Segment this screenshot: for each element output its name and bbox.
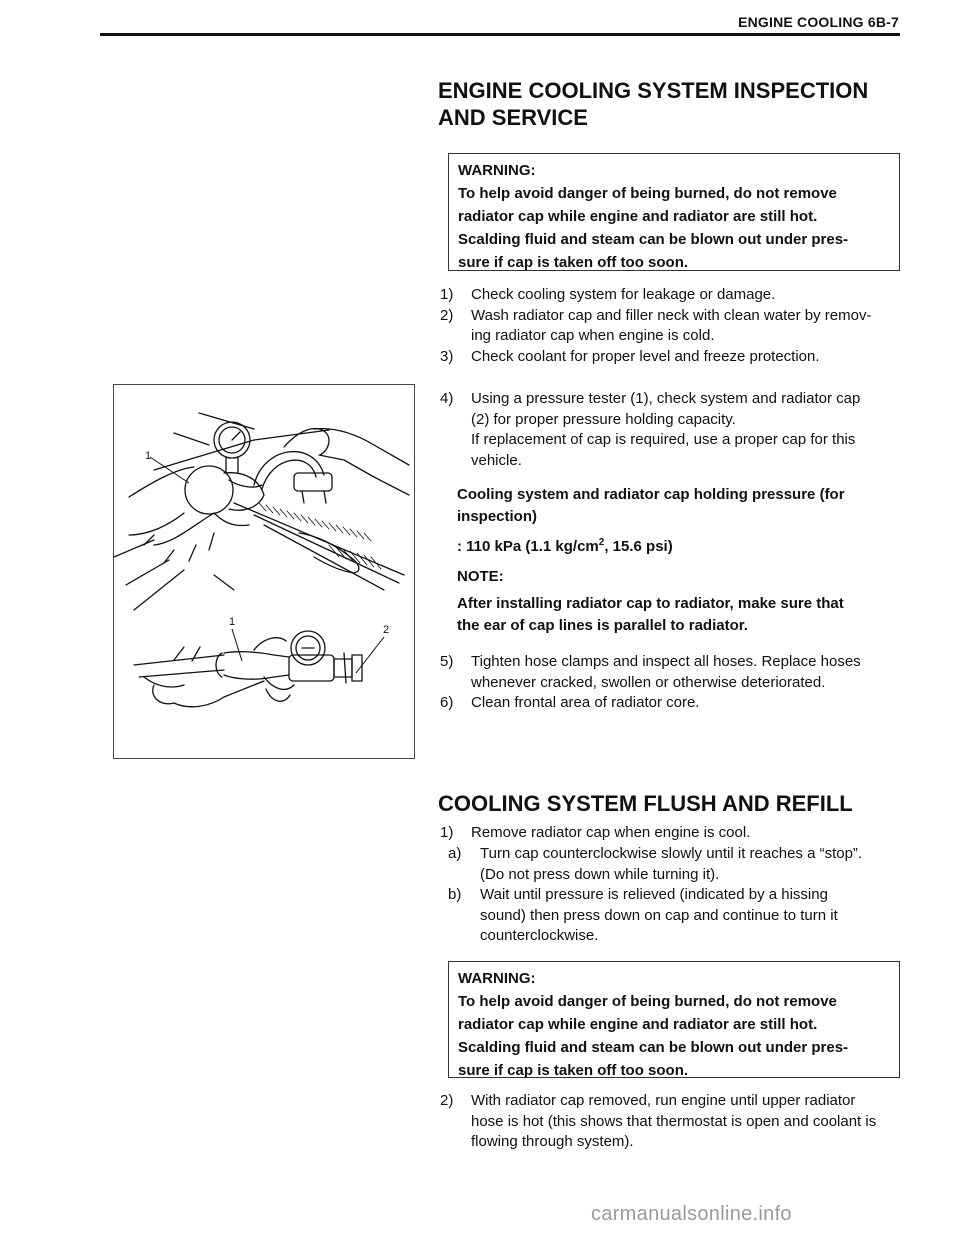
list-item [440,885,900,947]
steps-list-2 [440,652,900,714]
step-number: 4) [440,390,454,407]
warning-label: WARNING: [458,162,536,179]
warning-line: To help avoid danger of being burned, do not remove [458,185,837,202]
section-title-inspection [438,77,868,131]
list-item [440,347,900,368]
step-text-line: ing radiator cap when engine is cold. [471,327,715,344]
step-text-line: whenever cracked, swollen or otherwise deteriorated. [471,673,826,691]
warning-text [458,182,892,274]
step-number: 2) [440,306,454,324]
spec-value-superscript: 2 [598,537,605,548]
step-text-line: Wash radiator cap and filler neck with clean water by remov- [471,306,872,324]
substep-line: counterclockwise. [480,927,599,944]
note-block [457,566,897,637]
step-text: Clean frontal area of radiator core. [471,694,700,711]
flush-step-2 [440,1091,900,1153]
header-title: ENGINE COOLING 6B-7 [738,14,899,30]
spec-value [457,532,897,558]
step-text-line: Tighten hose clamps and inspect all hoses. Replace hoses [471,653,861,670]
steps-list-1 [440,285,900,367]
list-item [440,1091,900,1153]
warning-box-2 [448,961,900,1078]
list-item [440,823,900,844]
warning-line: Scalding fluid and steam can be blown out under pres- [458,231,849,248]
list-item [440,389,900,471]
warning-line: radiator cap while engine and radiator are still hot. [458,1016,818,1033]
figure-label-tester-bottom: 1 [229,616,236,628]
step-text [471,652,900,693]
step-text-line: If replacement of cap is required, use a proper cap for this [471,431,856,448]
flush-substeps [440,844,900,947]
substep-letter: a) [448,845,462,862]
list-item [440,285,900,306]
step-text-line: vehicle. [471,451,522,469]
step-4 [440,389,900,471]
spec-value-text: , 15.6 psi) [604,538,673,555]
spec-line: Cooling system and radiator cap holding pressure (for [457,486,845,503]
note-line: After installing radiator cap to radiator, make sure that [457,595,844,612]
step-text-line: Using a pressure tester (1), check system and radiator cap [471,390,861,407]
warning-label: WARNING: [458,970,536,987]
note-text [457,593,897,637]
step-text: Check coolant for proper level and freeze protection. [471,347,820,365]
warning-box-1 [448,153,900,271]
substep-letter: b) [448,886,462,903]
warning-line: sure if cap is taken off too soon. [458,1062,689,1079]
substep-line: sound) then press down on cap and continue to turn it [480,906,838,924]
warning-line: Scalding fluid and steam can be blown out under pres- [458,1039,849,1056]
warning-line: To help avoid danger of being burned, do not remove [458,993,837,1010]
flush-step-1 [440,823,900,844]
illustration-svg [114,385,414,758]
warning-text [458,990,892,1082]
spec-value-text: : 110 kPa (1.1 kg/cm [457,538,599,555]
section-title-flush: COOLING SYSTEM FLUSH AND REFILL [438,791,853,816]
list-item [440,693,900,714]
substep-line: (Do not press down while turning it). [480,865,720,883]
pressure-tester-illustration [113,384,415,759]
warning-line: sure if cap is taken off too soon. [458,254,689,271]
step-number: 2) [440,1092,454,1109]
substep-line: Turn cap counterclockwise slowly until it reaches a “stop”. [480,845,863,862]
step-number: 6) [440,694,454,711]
figure-label-cap: 2 [383,624,390,636]
step-text-line: (2) for proper pressure holding capacity. [471,410,736,428]
note-line: the ear of cap lines is parallel to radiator. [457,617,748,634]
list-item [440,306,900,347]
step-text-line: With radiator cap removed, run engine until upper radiator [471,1092,856,1109]
section-title-line2: AND SERVICE [438,105,588,130]
step-number: 5) [440,653,454,670]
step-number: 1) [440,286,454,303]
substep-text [480,844,900,885]
list-item [440,652,900,693]
step-text: Remove radiator cap when engine is cool. [471,824,751,841]
step-text: Check cooling system for leakage or damage. [471,286,776,303]
substep-text [480,885,900,947]
pressure-spec [457,484,897,558]
step-text-line: hose is hot (this shows that thermostat is open and coolant is [471,1112,877,1130]
step-text [471,306,900,347]
figure-label-tester-top: 1 [145,450,152,462]
section-title-line1: ENGINE COOLING SYSTEM INSPECTION [438,78,869,103]
warning-line: radiator cap while engine and radiator are still hot. [458,208,818,225]
list-item [440,844,900,885]
header-rule [100,33,900,36]
note-label: NOTE: [457,568,504,585]
watermark: carmanualsonline.info [591,1203,792,1225]
step-number: 3) [440,347,454,365]
step-text [471,389,900,471]
step-text-line: flowing through system). [471,1133,634,1150]
substep-line: Wait until pressure is relieved (indicated by a hissing [480,886,828,903]
step-text [471,1091,900,1153]
spec-line: inspection) [457,508,538,525]
step-number: 1) [440,824,454,841]
